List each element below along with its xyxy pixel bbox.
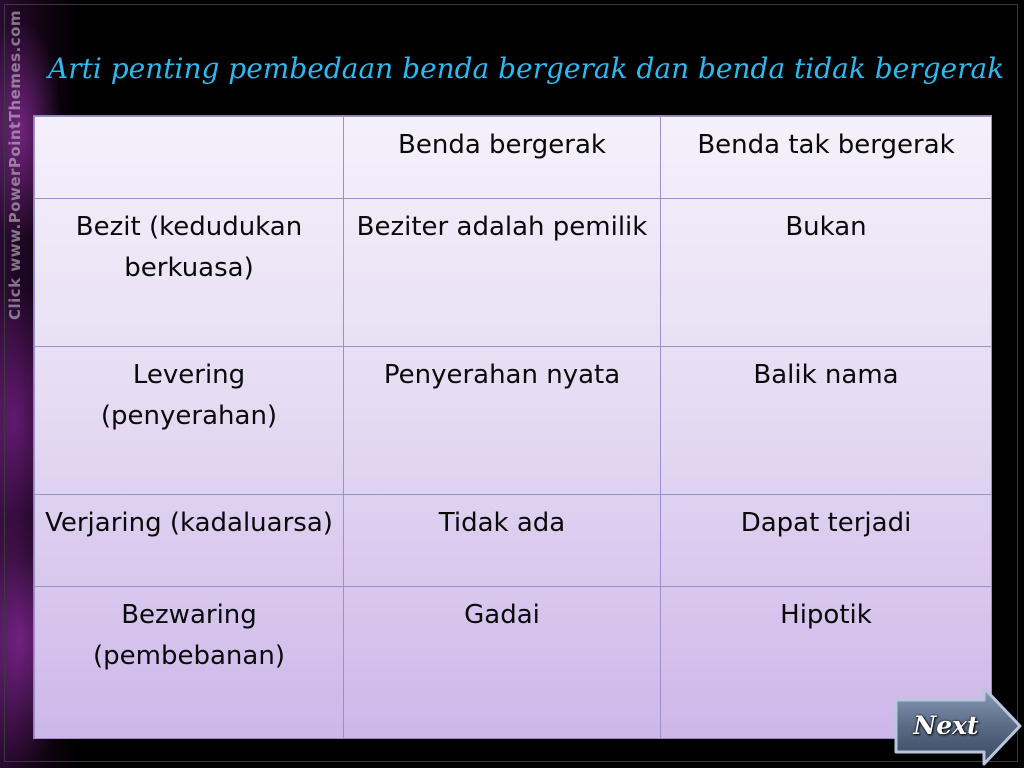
table-row (35, 587, 992, 739)
table-cell: Gadai (344, 587, 661, 739)
table-row (35, 495, 992, 587)
table-cell: Beziter adalah pemilik (344, 199, 661, 347)
table-cell: Hipotik (661, 587, 992, 739)
side-watermark: Click www.PowerPointThemes.com (6, 10, 24, 320)
row-label-levering: Levering (penyerahan) (35, 347, 344, 495)
comparison-table-grid (34, 116, 992, 739)
row-label-bezit: Bezit (kedudukan berkuasa) (35, 199, 344, 347)
table-row (35, 199, 992, 347)
table-cell: Penyerahan nyata (344, 347, 661, 495)
next-button[interactable] (892, 686, 1022, 766)
next-button-label: Next (913, 711, 979, 740)
row-label-bezwaring: Bezwaring (pembebanan) (35, 587, 344, 739)
table-cell: Tidak ada (344, 495, 661, 587)
comparison-table (34, 116, 991, 738)
table-header-cell-empty (35, 117, 344, 199)
table-cell: Bukan (661, 199, 992, 347)
slide-title: Arti penting pembedaan benda bergerak dan benda tidak bergerak (48, 52, 1005, 85)
table-header-benda-bergerak: Benda bergerak (344, 117, 661, 199)
row-label-verjaring: Verjaring (kadaluarsa) (35, 495, 344, 587)
table-cell: Dapat terjadi (661, 495, 992, 587)
table-row (35, 347, 992, 495)
table-cell: Balik nama (661, 347, 992, 495)
table-header-benda-tak-bergerak: Benda tak bergerak (661, 117, 992, 199)
table-header-row (35, 117, 992, 199)
